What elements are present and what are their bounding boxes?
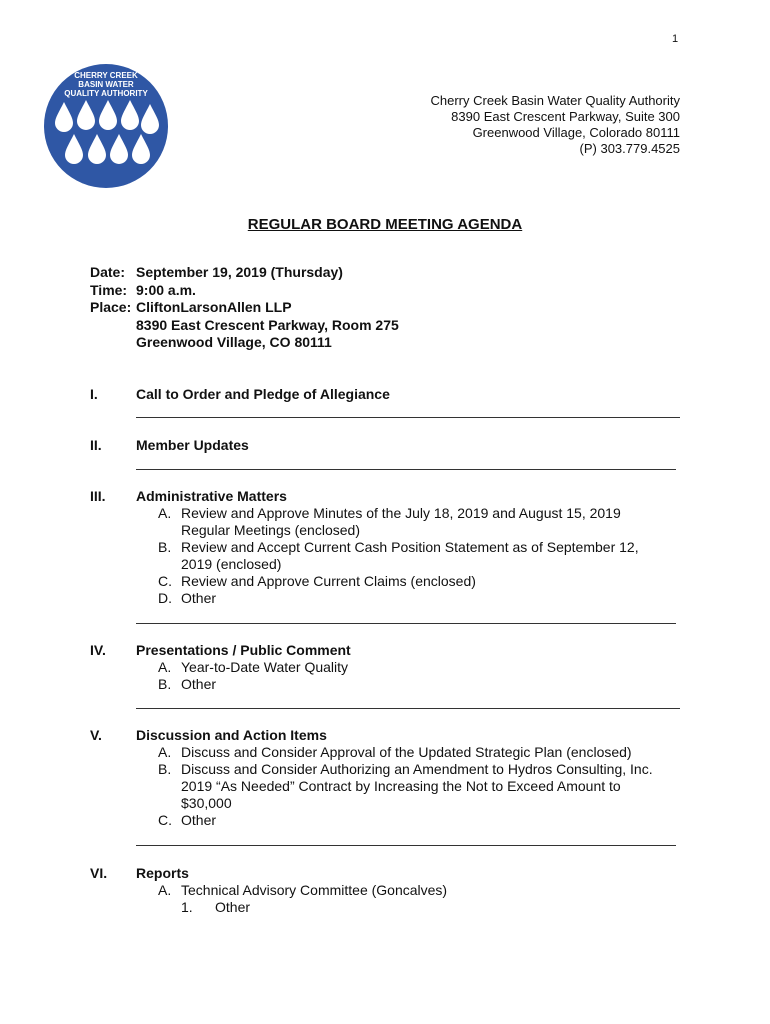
- meeting-place-line: CliftonLarsonAllen LLP: [136, 299, 292, 315]
- meeting-date: September 19, 2019 (Thursday): [136, 264, 343, 280]
- item-text: Other: [181, 676, 217, 692]
- section-title: Presentations / Public Comment: [136, 642, 351, 658]
- agenda-section: [90, 488, 680, 607]
- agenda-section: [90, 437, 680, 454]
- agenda-section: [90, 386, 680, 403]
- item-text: Year-to-Date Water Quality: [181, 659, 349, 675]
- address-phone: (P) 303.779.4525: [579, 141, 680, 156]
- item-letter: A.: [158, 659, 172, 675]
- item-text: Other: [181, 590, 217, 606]
- subitem-number: 1.: [181, 899, 193, 915]
- agenda-item: [158, 812, 680, 829]
- section-numeral: I.: [90, 386, 98, 402]
- agenda-subitem: [181, 899, 680, 916]
- agenda-item: [158, 761, 680, 812]
- meeting-time: 9:00 a.m.: [136, 281, 196, 298]
- item-letter: B.: [158, 676, 172, 692]
- section-title: Reports: [136, 865, 189, 881]
- meeting-info: [90, 264, 399, 352]
- agenda-item: [158, 590, 680, 607]
- agenda-item: [158, 882, 680, 899]
- agenda-section: [90, 727, 680, 829]
- time-label: Time:: [90, 281, 128, 298]
- agenda-title: REGULAR BOARD MEETING AGENDA: [247, 216, 523, 233]
- place-label: Place:: [90, 299, 132, 315]
- agenda-item: [158, 539, 680, 573]
- meeting-place-line: Greenwood Village, CO 80111: [136, 334, 332, 350]
- organization-logo: [44, 64, 168, 188]
- divider-line: [136, 469, 676, 470]
- section-numeral: V.: [90, 727, 102, 743]
- address-city: Greenwood Village, Colorado 80111: [472, 125, 680, 140]
- item-letter: B.: [158, 761, 172, 777]
- agenda-section: [90, 865, 680, 916]
- item-text: Review and Accept Current Cash Position Statement as of September 12, 2019 (enclosed): [181, 539, 639, 572]
- divider-line: [136, 623, 676, 624]
- section-title: Member Updates: [136, 437, 249, 453]
- item-text: Discuss and Consider Authorizing an Amendment to Hydros Consulting, Inc. 2019 “As Needed” Contract by Increasing the Not to Exceed Amount to $30,000: [181, 761, 653, 811]
- section-title: Administrative Matters: [136, 488, 287, 504]
- item-text: Review and Approve Current Claims (enclosed): [181, 573, 476, 589]
- section-title: Discussion and Action Items: [136, 727, 327, 743]
- section-numeral: III.: [90, 488, 106, 504]
- section-numeral: VI.: [90, 865, 108, 881]
- svg-text:BASIN WATER: BASIN WATER: [78, 80, 134, 89]
- item-letter: D.: [158, 590, 172, 606]
- item-text: Technical Advisory Committee (Goncalves): [181, 882, 448, 898]
- address-street: 8390 East Crescent Parkway, Suite 300: [451, 109, 680, 124]
- item-letter: C.: [158, 573, 172, 589]
- address-org: Cherry Creek Basin Water Quality Authority: [430, 93, 680, 108]
- date-label: Date:: [90, 264, 126, 280]
- section-title: Call to Order and Pledge of Allegiance: [136, 386, 390, 402]
- section-numeral: IV.: [90, 642, 106, 658]
- item-letter: A.: [158, 505, 172, 521]
- divider-line: [136, 845, 676, 846]
- page-number: 1: [672, 33, 679, 45]
- item-letter: B.: [158, 539, 172, 555]
- item-text: Review and Approve Minutes of the July 18, 2019 and August 15, 2019 Regular Meetings (enclosed): [181, 505, 621, 538]
- meeting-place-line: 8390 East Crescent Parkway, Room 275: [136, 316, 399, 333]
- item-letter: C.: [158, 812, 172, 828]
- section-numeral: II.: [90, 437, 102, 453]
- agenda-item: [158, 676, 680, 693]
- item-letter: A.: [158, 882, 172, 898]
- item-letter: A.: [158, 744, 172, 760]
- agenda-item: [158, 505, 680, 539]
- svg-text:CHERRY CREEK: CHERRY CREEK: [74, 71, 138, 80]
- item-text: Other: [181, 812, 217, 828]
- svg-text:QUALITY AUTHORITY: QUALITY AUTHORITY: [64, 89, 148, 98]
- agenda-item: [158, 573, 680, 590]
- address-block: [431, 93, 681, 157]
- subitem-text: Other: [215, 899, 251, 915]
- agenda-item: [158, 659, 680, 676]
- divider-line: [136, 417, 680, 418]
- agenda-section: [90, 642, 680, 693]
- divider-line: [136, 708, 680, 709]
- item-text: Discuss and Consider Approval of the Updated Strategic Plan (enclosed): [181, 744, 632, 760]
- agenda-item: [158, 744, 680, 761]
